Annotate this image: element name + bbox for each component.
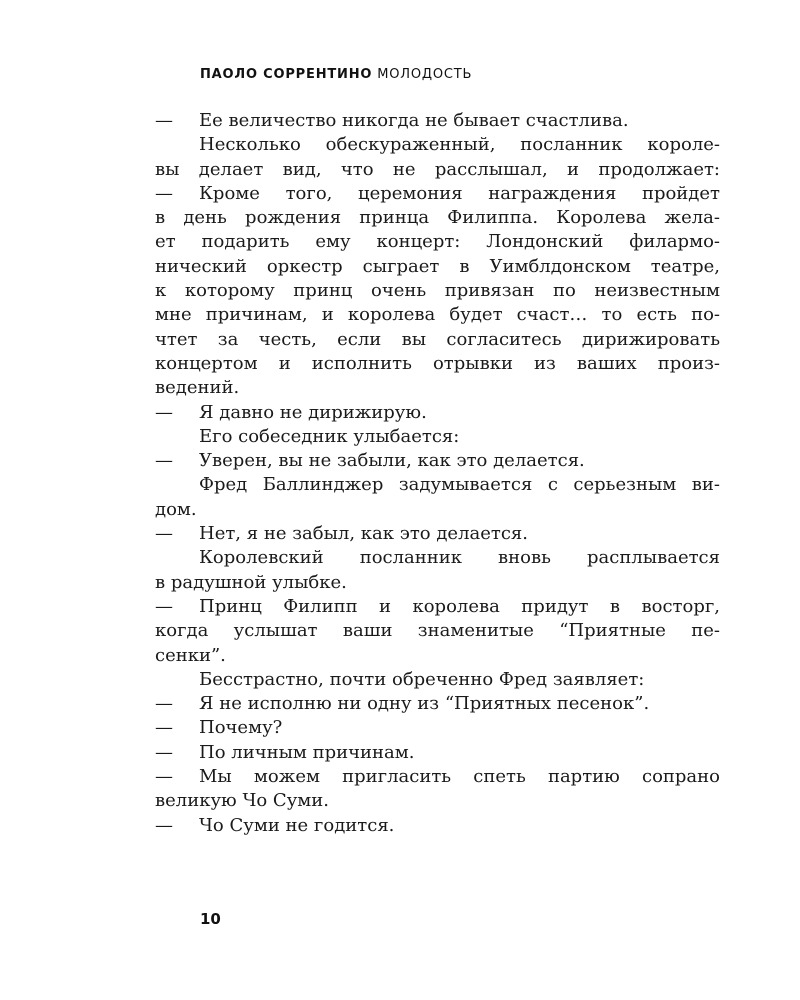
dialogue-dash: —	[155, 717, 173, 739]
text-line	[155, 716, 720, 740]
text-line: в день рождения принца Филиппа. Королева жела-	[155, 207, 720, 229]
dialogue-dash: —	[155, 110, 173, 131]
text-line: в радушной улыбке.	[155, 571, 347, 593]
line-text: Почему?	[199, 717, 283, 739]
line-text: Я давно не дирижирую.	[199, 401, 427, 423]
line-text: Ее величество никогда не бывает счастлива.	[199, 110, 629, 131]
text-line	[155, 401, 720, 425]
dialogue-dash: —	[155, 450, 173, 472]
dialogue-dash: —	[155, 182, 173, 204]
text-line: когда услышат ваши знаменитые “Приятные пе-	[155, 620, 720, 642]
text-line	[155, 449, 720, 473]
text-line: Несколько обескураженный, посланник короле-	[199, 134, 720, 156]
text-line: Его собеседник улыбается:	[199, 425, 460, 447]
page-number: 10	[200, 910, 221, 928]
text-line: Королевский посланник вновь расплывается	[199, 547, 720, 569]
text-line: сенки”.	[155, 644, 226, 666]
line-text: По личным причинам.	[199, 741, 415, 763]
line-text: Мы можем пригласить спеть партию сопрано	[199, 766, 720, 788]
text-line	[155, 814, 720, 838]
text-line	[155, 522, 720, 546]
text-line: Бесстрастно, почти обреченно Фред заявляет:	[199, 668, 645, 690]
dialogue-dash: —	[155, 401, 173, 423]
text-line: нический оркестр сыграет в Уимблдонском театре,	[155, 255, 720, 277]
body-text	[155, 109, 720, 838]
text-line	[155, 741, 720, 765]
line-text: Кроме того, церемония награждения пройдет	[199, 182, 720, 204]
dialogue-dash: —	[155, 693, 173, 715]
text-line: ет подарить ему концерт: Лондонский филармо-	[155, 231, 720, 253]
text-line	[155, 765, 720, 789]
text-line: мне причинам, и королева будет счаст… то есть по-	[155, 304, 720, 326]
line-text: Чо Суми не годится.	[199, 814, 395, 836]
text-line: к которому принц очень привязан по неизвестным	[155, 280, 720, 302]
text-line: великую Чо Суми.	[155, 790, 330, 812]
text-line: вы делает вид, что не расслышал, и продолжает:	[155, 158, 720, 180]
line-text: Уверен, вы не забыли, как это делается.	[199, 450, 585, 472]
text-line	[155, 692, 720, 716]
dialogue-dash: —	[155, 814, 173, 836]
dialogue-dash: —	[155, 595, 173, 617]
text-line	[155, 595, 720, 619]
line-text: Я не исполню ни одну из “Приятных песенок”.	[199, 693, 650, 715]
text-line: ведений.	[155, 377, 240, 399]
dialogue-dash: —	[155, 766, 173, 788]
text-line	[155, 182, 720, 206]
line-text: Нет, я не забыл, как это делается.	[199, 523, 529, 545]
text-line: концертом и исполнить отрывки из ваших произ-	[155, 352, 720, 374]
header-title: МОЛОДОСТЬ	[377, 67, 473, 82]
dialogue-dash: —	[155, 741, 173, 763]
header-author: ПАОЛО СОРРЕНТИНО	[200, 67, 373, 82]
line-text: Принц Филипп и королева придут в восторг,	[199, 595, 720, 617]
text-line: дом.	[155, 498, 197, 520]
text-line	[155, 109, 720, 133]
text-line: чтет за честь, если вы согласитесь дирижировать	[155, 328, 720, 350]
text-line: Фред Баллинджер задумывается с серьезным ви-	[199, 474, 720, 496]
dialogue-dash: —	[155, 523, 173, 545]
running-header	[200, 67, 472, 82]
